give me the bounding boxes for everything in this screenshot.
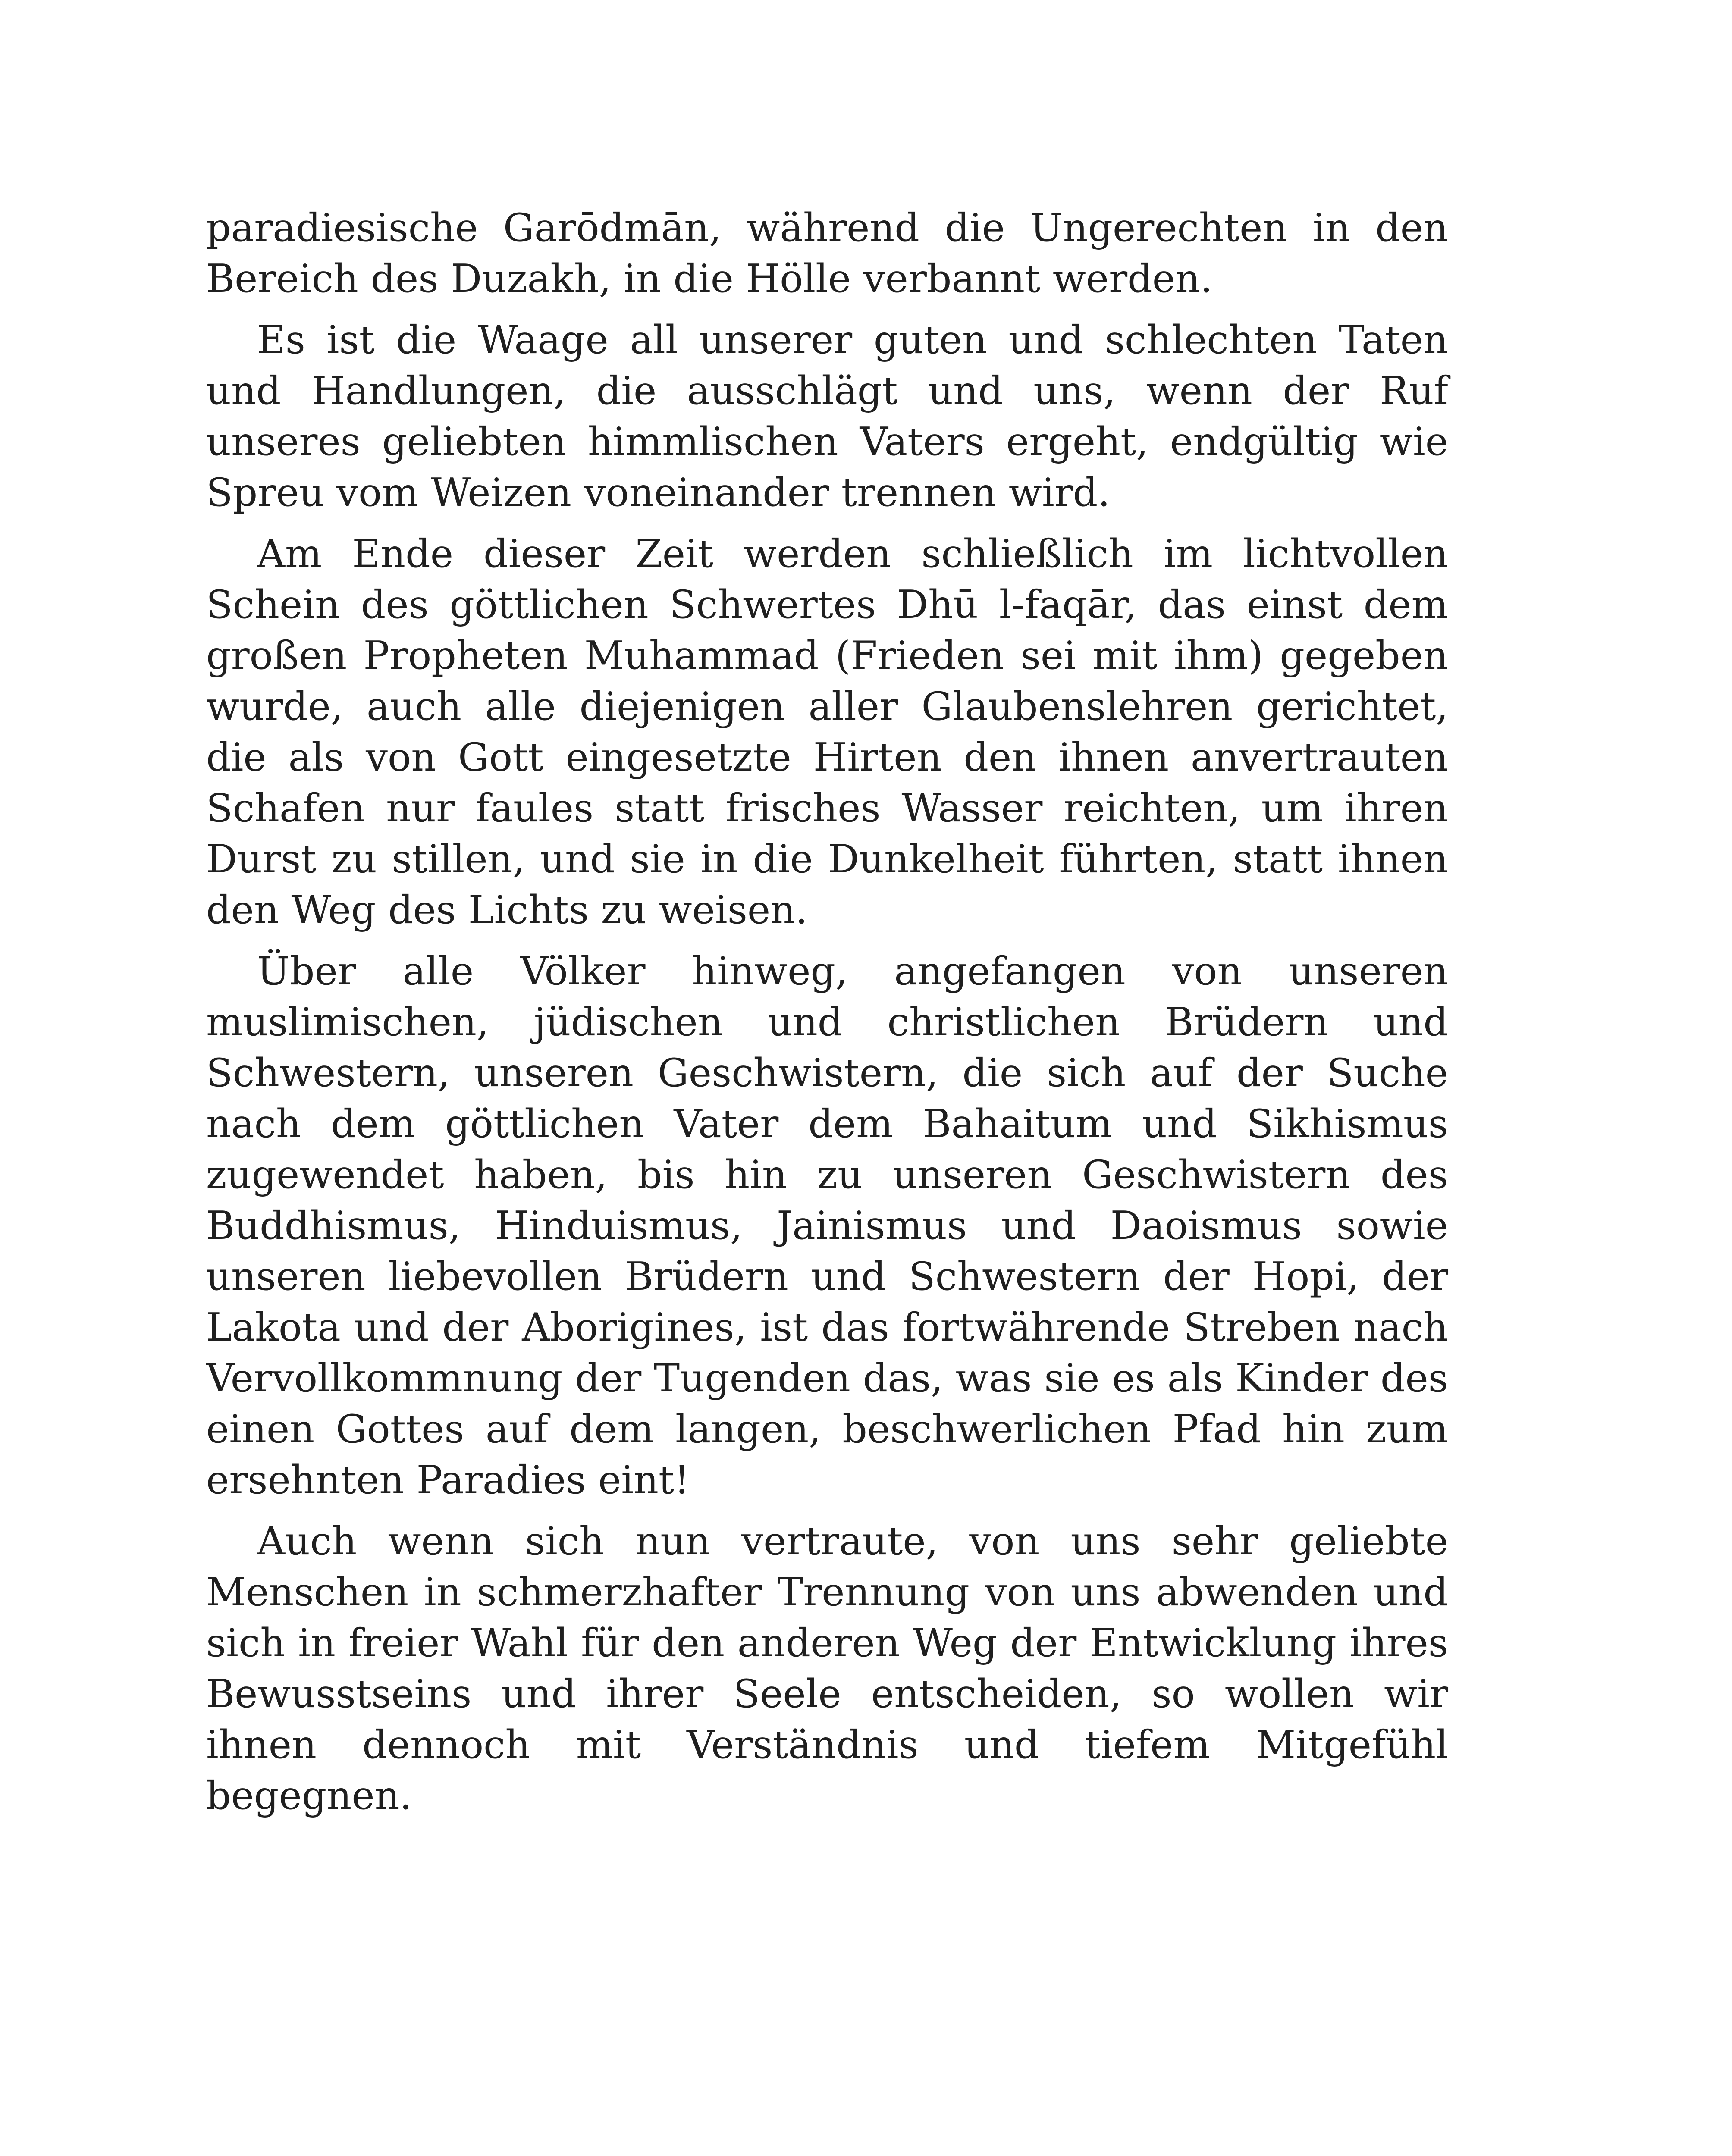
paragraph-3: Am Ende dieser Zeit werden schließlich im lichtvollen Schein des göttlichen Schwertes Dhū l-faqār, das einst dem großen Propheten Muhammad (Frieden sei mit ihm) gegeben wurde, auch alle diejenigen aller Glaubenslehren gerichtet, die als von Gott eingesetzte Hirten den ihnen anvertrauten Schafen nur faules statt frisches Wasser reichten, um ihren Durst zu stillen, und sie in die Dunkelheit führten, statt ihnen den Weg des Lichts zu weisen. [206, 531, 1448, 933]
paragraph-5: Auch wenn sich nun vertraute, von uns sehr geliebte Menschen in schmerzhafter Trennung von uns abwenden und sich in freier Wahl für den anderen Weg der Entwicklung ihres Bewusstseins und ihrer Seele entscheiden, so wollen wir ihnen dennoch mit Verständnis und tiefem Mitgefühl begegnen. [206, 1519, 1448, 1818]
body-text [206, 203, 1448, 1832]
paragraph-1: paradiesische Garōdmān, während die Ungerechten in den Bereich des Duzakh, in die Hölle verbannt werden. [206, 205, 1448, 301]
paragraph-4: Über alle Völker hinweg, angefangen von unseren muslimischen, jüdischen und christlichen Brüdern und Schwestern, unseren Geschwistern, die sich auf der Suche nach dem göttlichen Vater dem Bahaitum und Sikhismus zugewendet haben, bis hin zu unseren Geschwistern des Buddhismus, Hinduismus, Jainismus und Daoismus sowie unseren liebevollen Brüdern und Schwestern der Hopi, der Lakota und der Aborigines, ist das fortwährende Streben nach Vervollkommnung der Tugenden das, was sie es als Kinder des einen Gottes auf dem langen, beschwerlichen Pfad hin zum ersehnten Paradies eint! [206, 949, 1448, 1503]
paragraph-2: Es ist die Waage all unserer guten und schlechten Taten und Handlungen, die ausschlägt und uns, wenn der Ruf unseres geliebten himmlischen Vaters ergeht, endgültig wie Spreu vom Weizen voneinander trennen wird. [206, 317, 1448, 515]
